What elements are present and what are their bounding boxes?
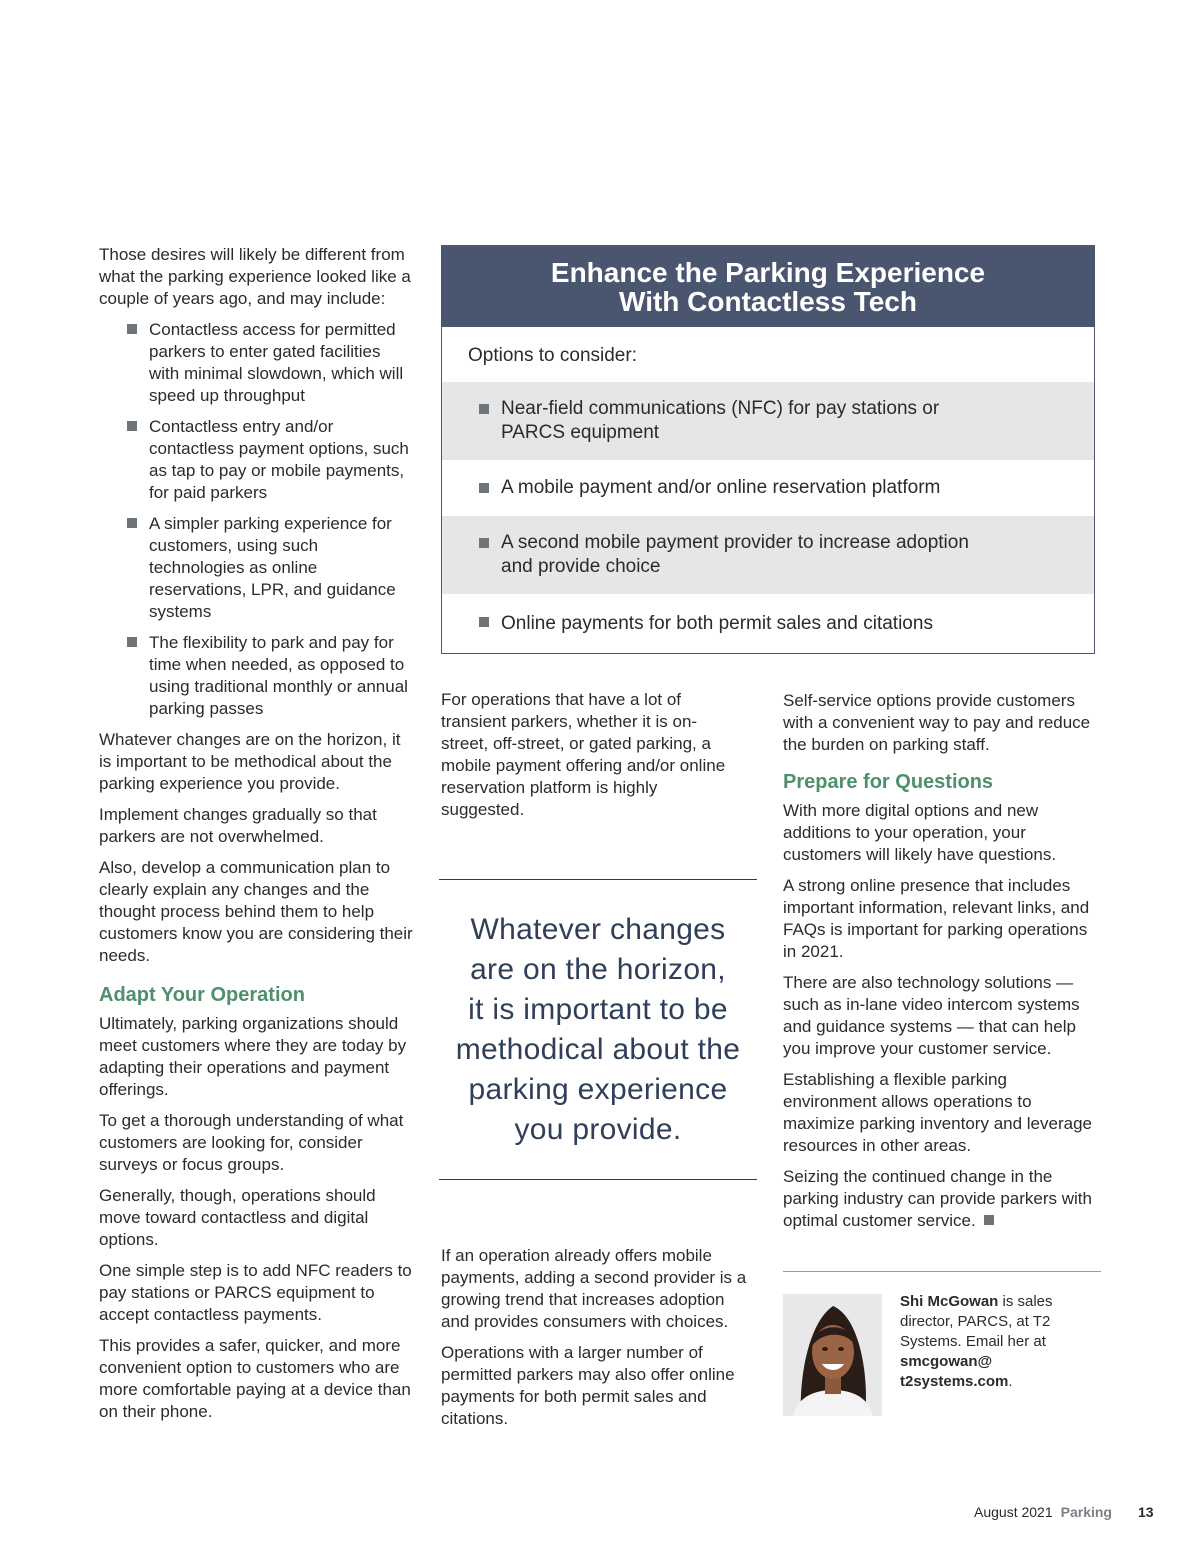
paragraph: Also, develop a communication plan to clearly explain any changes and the thought process behind them to help customers know you are considering their needs. — [99, 858, 413, 965]
footer-date: August 2021 — [974, 1504, 1053, 1520]
paragraph: This provides a safer, quicker, and more convenient option to customers who are more comfortable paying at a device than on their phone. — [99, 1336, 411, 1421]
list-item — [149, 513, 414, 623]
square-bullet-icon — [479, 617, 489, 627]
paragraph: Operations with a larger number of permitted parkers may also offer online payments for both permit sales and citations. — [441, 1343, 735, 1428]
paragraph: If an operation already offers mobile payments, adding a second provider is a growing trend that increases adoption and provides consumers with choices. — [441, 1246, 747, 1331]
list-item-text: Contactless access for permitted parkers to enter gated facilities with minimal slowdown, which will speed up throughput — [149, 320, 404, 405]
author-email-part2[interactable]: t2systems.com — [900, 1373, 1009, 1390]
paragraph: Establishing a flexible parking environment allows operations to maximize parking inventory and leverage resources in other areas. — [783, 1070, 1092, 1155]
sidebar-title: Enhance the Parking Experience With Contactless Tech — [550, 256, 986, 317]
square-bullet-icon — [127, 637, 137, 647]
square-bullet-icon — [479, 483, 489, 493]
section-heading-questions: Prepare for Questions — [783, 771, 994, 793]
paragraph-text: Seizing the continued change in the parking industry can provide parkers with optimal customer service. — [783, 1167, 1092, 1230]
pull-quote-text: Whatever changes are on the horizon, it is important to be methodical about the parking experience you provide. — [455, 912, 741, 1146]
sidebar-option-text: Online payments for both permit sales and citations — [501, 612, 933, 634]
sidebar-option — [442, 382, 1094, 460]
paragraph: A strong online presence that includes important information, relevant links, and FAQs is important for parking operations in 2021. — [783, 876, 1090, 961]
pull-quote — [439, 879, 757, 1180]
square-bullet-icon — [127, 518, 137, 528]
author-bio — [900, 1292, 1085, 1392]
list-item — [149, 632, 414, 720]
sidebar-option-text: Near-field communications (NFC) for pay stations or PARCS equipment — [501, 398, 940, 443]
paragraph: One simple step is to add NFC readers to pay stations or PARCS equipment to accept contactless payments. — [99, 1261, 412, 1324]
middle-column-bottom — [441, 1245, 757, 1439]
list-item-text: A simpler parking experience for customers, using such technologies as online reservations, LPR, and guidance systems — [149, 514, 396, 621]
sidebar-intro: Options to consider: — [468, 345, 637, 366]
page-number: 13 — [1137, 1504, 1154, 1520]
list-item-text: Contactless entry and/or contactless payment options, such as tap to pay or mobile payments, for paid parkers — [149, 417, 409, 502]
desires-list — [99, 319, 414, 720]
author-role: is sales director, PARCS, at T2 Systems. Email her at — [900, 1293, 1053, 1350]
list-item-text: The flexibility to park and pay for time when needed, as opposed to using traditional monthly or annual parking passes — [149, 633, 408, 718]
end-square-icon — [984, 1215, 994, 1225]
square-bullet-icon — [127, 324, 137, 334]
author-email-part1[interactable]: smcgowan@ — [900, 1353, 993, 1370]
sidebar-option-text: A second mobile payment provider to increase adoption and provide choice — [501, 532, 969, 577]
paragraph: Ultimately, parking organizations should meet customers where they are today by adapting their operations and payment offerings. — [99, 1014, 407, 1099]
paragraph: Generally, though, operations should move toward contactless and digital options. — [99, 1186, 376, 1249]
section-heading-adapt: Adapt Your Operation — [99, 984, 305, 1006]
left-column — [99, 244, 414, 1432]
paragraph-final — [783, 1166, 1101, 1232]
author-portrait-icon — [783, 1294, 882, 1416]
paragraph: For operations that have a lot of transient parkers, whether it is on-street, off-street, or gated parking, a mobile payment offering and/or online reservation platform is highly suggested. — [441, 690, 726, 819]
square-bullet-icon — [479, 538, 489, 548]
paragraph: Self-service options provide customers with a convenient way to pay and reduce the burden on parking staff. — [783, 691, 1091, 754]
paragraph: Whatever changes are on the horizon, it is important to be methodical about the parking experience you provide. — [99, 730, 401, 793]
author-divider — [783, 1271, 1101, 1272]
left-intro: Those desires will likely be different from what the parking experience looked like a couple of years ago, and may include: — [99, 245, 411, 308]
author-name: Shi McGowan — [900, 1293, 999, 1310]
list-item — [149, 319, 414, 407]
square-bullet-icon — [127, 421, 137, 431]
paragraph: Implement changes gradually so that parkers are not overwhelmed. — [99, 805, 377, 846]
middle-column-top — [441, 689, 741, 830]
author-bio-end: . — [1008, 1373, 1013, 1390]
sidebar-option — [442, 594, 1094, 653]
sidebar-option — [442, 516, 1094, 594]
right-column — [783, 690, 1101, 1241]
sidebar-header — [442, 246, 1094, 327]
author-photo — [783, 1294, 882, 1416]
paragraph: With more digital options and new additions to your operation, your customers will likely have questions. — [783, 801, 1057, 864]
paragraph: There are also technology solutions — such as in-lane video intercom systems and guidance systems — that can help you improve your customer service. — [783, 973, 1080, 1058]
sidebar-option — [442, 460, 1094, 516]
sidebar-option-text: A mobile payment and/or online reservation platform — [501, 477, 941, 498]
paragraph: To get a thorough understanding of what customers are looking for, consider surveys or focus groups. — [99, 1111, 404, 1174]
contactless-tech-sidebar — [441, 245, 1095, 654]
footer-publication: Parking — [1060, 1504, 1112, 1520]
square-bullet-icon — [479, 404, 489, 414]
list-item — [149, 416, 414, 504]
page-footer — [974, 1503, 1154, 1521]
